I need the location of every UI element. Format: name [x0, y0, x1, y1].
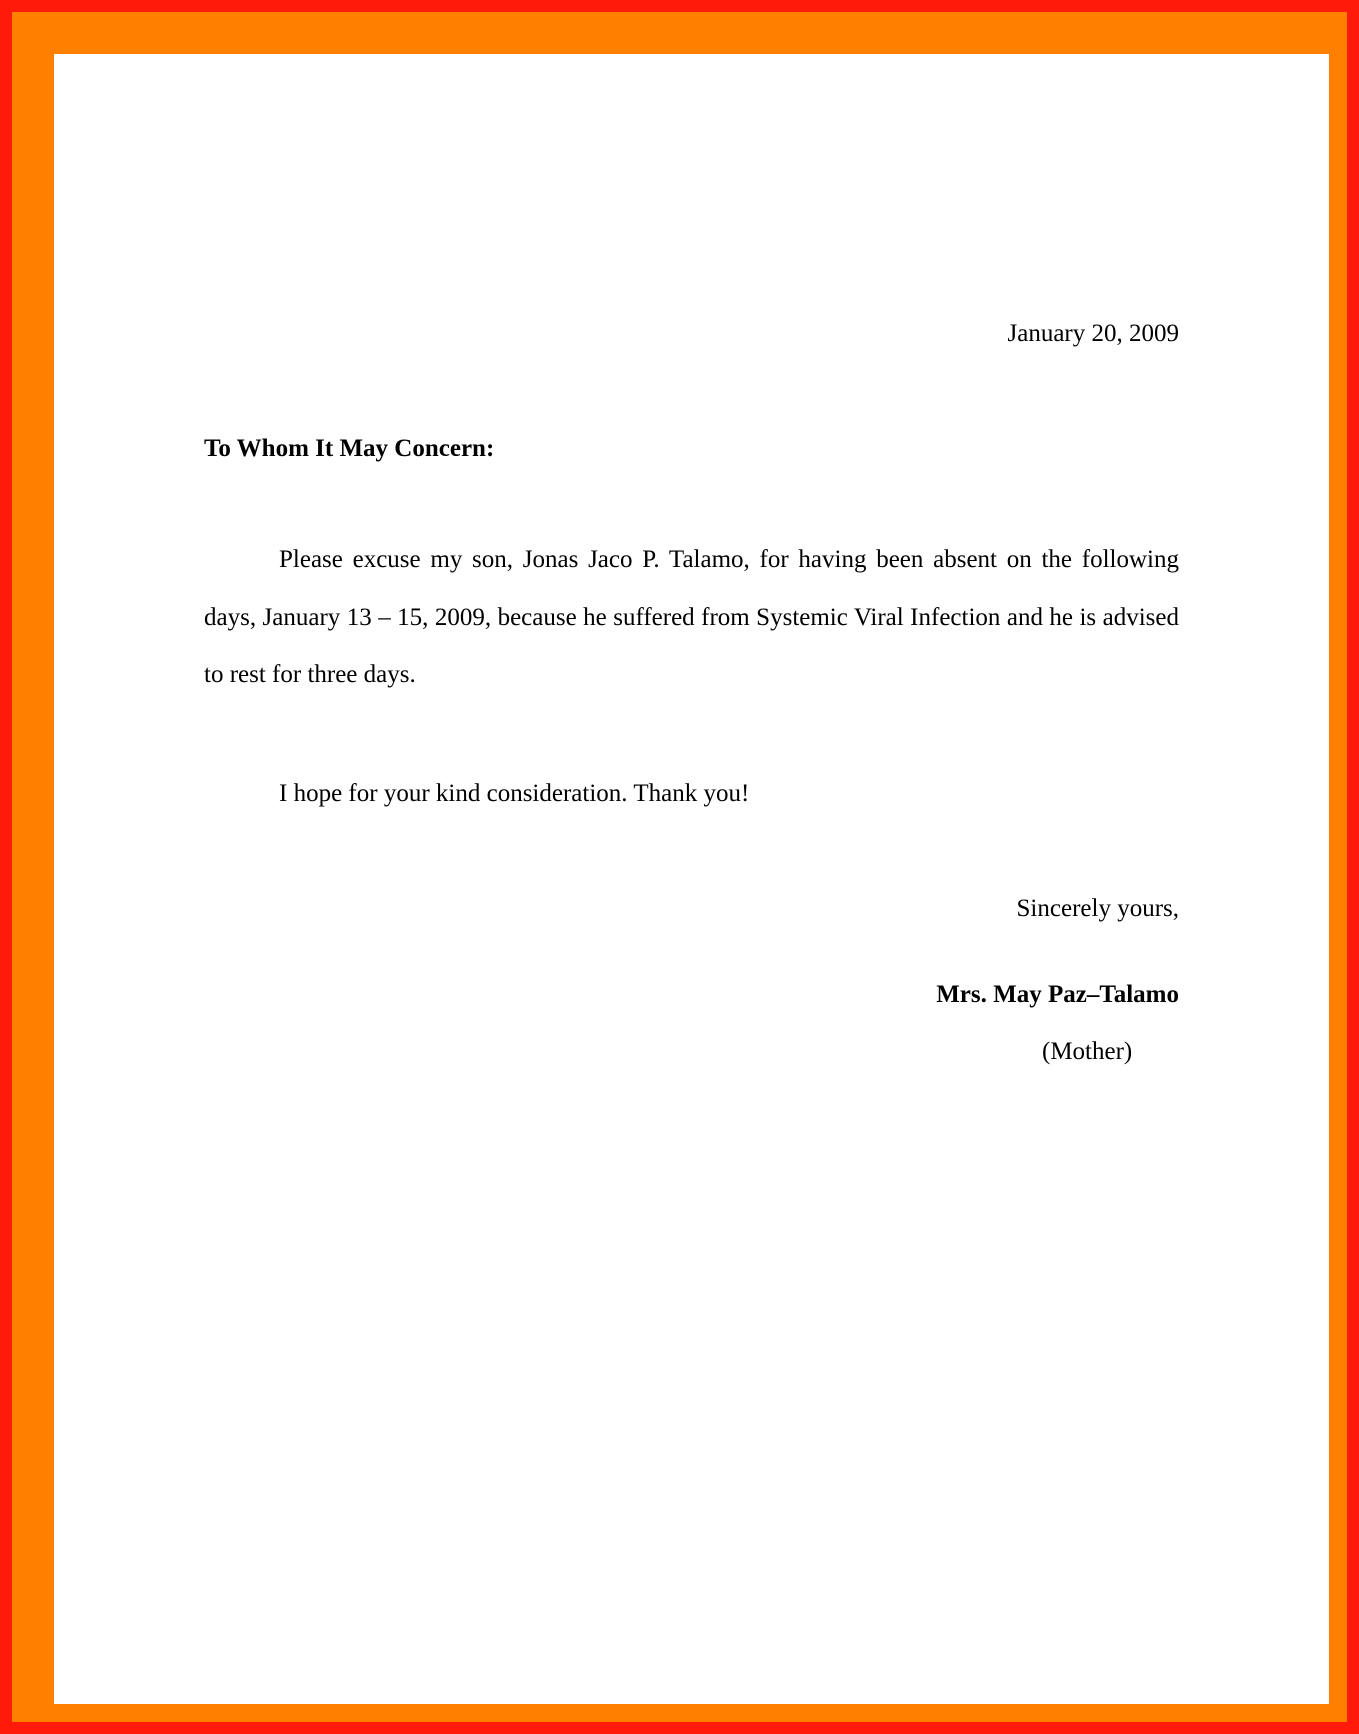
signer-name: Mrs. May Paz–Talamo	[936, 981, 1179, 1008]
letter-closing: Sincerely yours,	[1016, 895, 1179, 922]
letter-salutation: To Whom It May Concern:	[204, 435, 495, 462]
letter-body-paragraph-2: I hope for your kind consideration. Thank you!	[279, 780, 750, 807]
signer-relation: (Mother)	[1042, 1038, 1133, 1065]
letter-body-paragraph-1: Please excuse my son, Jonas Jaco P. Talamo, for having been absent on the following days, January 13 – 15, 2009, because he suffered from Systemic Viral Infection and he is advised to rest for three days.	[204, 546, 1179, 688]
inner-orange-border	[12, 12, 1347, 1722]
letter-page	[54, 54, 1329, 1704]
letter-date: January 20, 2009	[1007, 320, 1179, 347]
